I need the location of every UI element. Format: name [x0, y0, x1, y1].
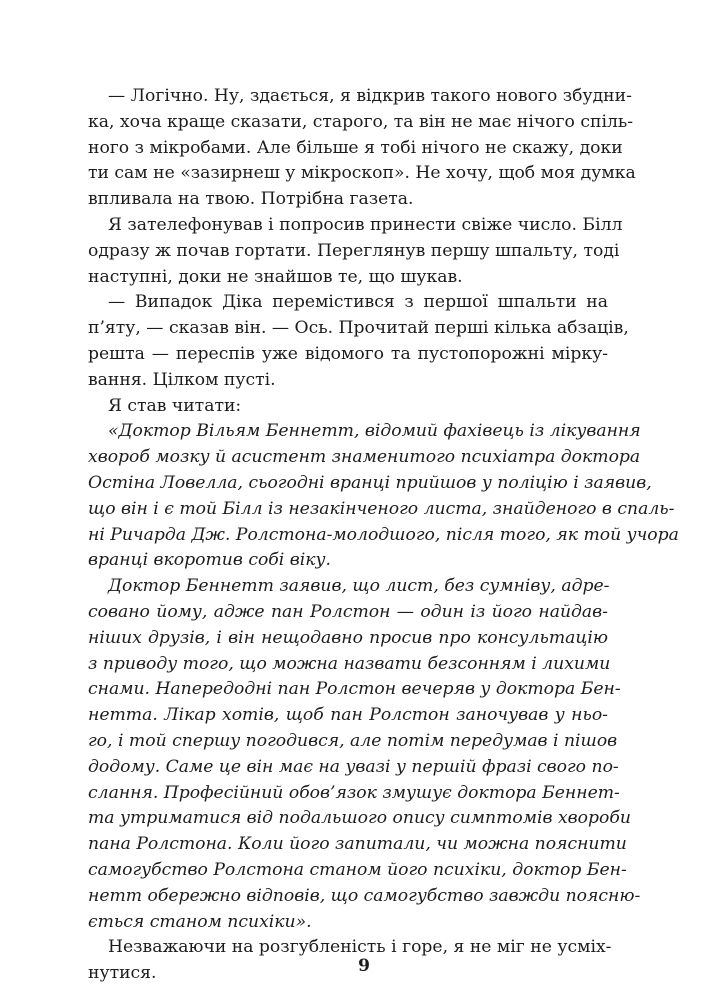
text-line: слання. Професійний обов’язок змушує доктора Беннет-: [88, 782, 620, 803]
text-line: Незважаючи на розгубленість і горе, я не міг не усміх-: [108, 937, 612, 958]
text-line: додому. Саме це він має на увазі у першій фразі свого по-: [88, 756, 619, 777]
text-line: — Логічно. Ну, здається, я відкрив такого нового збудни-: [108, 86, 632, 106]
text-line: Остіна Ловелла, сьогодні вранці прийшов у поліцію і заявив,: [88, 472, 652, 493]
text-line: ка, хоча краще сказати, старого, та він не має нічого спіль-: [88, 111, 634, 132]
text-line: ного з мікробами. Але більше я тобі нічого не скажу, доки: [88, 137, 623, 158]
text-line: ні Ричарда Дж. Ролстона-молодшого, після того, як той учора: [88, 524, 679, 545]
text-line: снами. Напередодні пан Ролстон вечеряв у доктора Бен-: [88, 679, 621, 700]
text-line: решта — переспів уже відомого та пустопорожні мірку-: [88, 343, 608, 364]
text-line: що він і є той Білл із незакінченого листа, знайденого в спаль-: [88, 498, 675, 519]
text-line: п’яту, — сказав він. — Ось. Прочитай перші кілька абзаців,: [88, 318, 629, 339]
text-line: нетта. Лікар хотів, щоб пан Ролстон заночував у ньо-: [88, 705, 608, 726]
text-line: одразу ж почав гортати. Переглянув першу шпальту, тоді: [88, 240, 620, 261]
text-line: ється станом психіки».: [88, 911, 312, 932]
text-line: го, і той спершу погодився, але потім передумав і пішов: [88, 730, 618, 751]
text-line: пана Ролстона. Коли його запитали, чи можна пояснити: [88, 834, 627, 855]
text-line: Я став читати:: [108, 395, 242, 416]
text-line: вання. Цілком пусті.: [88, 369, 276, 390]
text-line: «Доктор Вільям Беннетт, відомий фахівець із лікування: [108, 421, 641, 442]
text-line: Доктор Беннетт заявив, що лист, без сумніву, адре-: [108, 576, 610, 597]
text-line: з приводу того, що можна назвати безсонням і лихими: [88, 653, 611, 674]
text-line: впливала на твою. Потрібна газета.: [88, 189, 414, 210]
page-body: [88, 84, 679, 987]
page-number: 9: [358, 956, 370, 976]
text-line: нетт обережно відповів, що самогубство завжди поясню-: [88, 885, 641, 906]
text-line: вранці вкоротив собі віку.: [88, 550, 331, 571]
text-line: хвороб мозку й асистент знаменитого психіатра доктора: [88, 447, 641, 468]
text-line: — Випадок Діка перемістився з першої шпальти на: [108, 292, 608, 313]
text-line: ніших друзів, і він нещодавно просив про консультацію: [88, 627, 608, 648]
text-line: наступні, доки не знайшов те, що шукав.: [88, 266, 463, 287]
text-line: ти сам не «зазирнеш у мікроскоп». Не хочу, щоб моя думка: [88, 163, 636, 184]
text-line: Я зателефонував і попросив принести свіже число. Білл: [108, 214, 623, 235]
text-line: самогубство Ролстона станом його психіки, доктор Бен-: [88, 859, 627, 880]
text-line: нутися.: [88, 963, 157, 984]
text-line: совано йому, адже пан Ролстон — один із його найдав-: [88, 601, 608, 622]
text-line: та утриматися від подальшого опису симптомів хвороби: [88, 808, 631, 829]
